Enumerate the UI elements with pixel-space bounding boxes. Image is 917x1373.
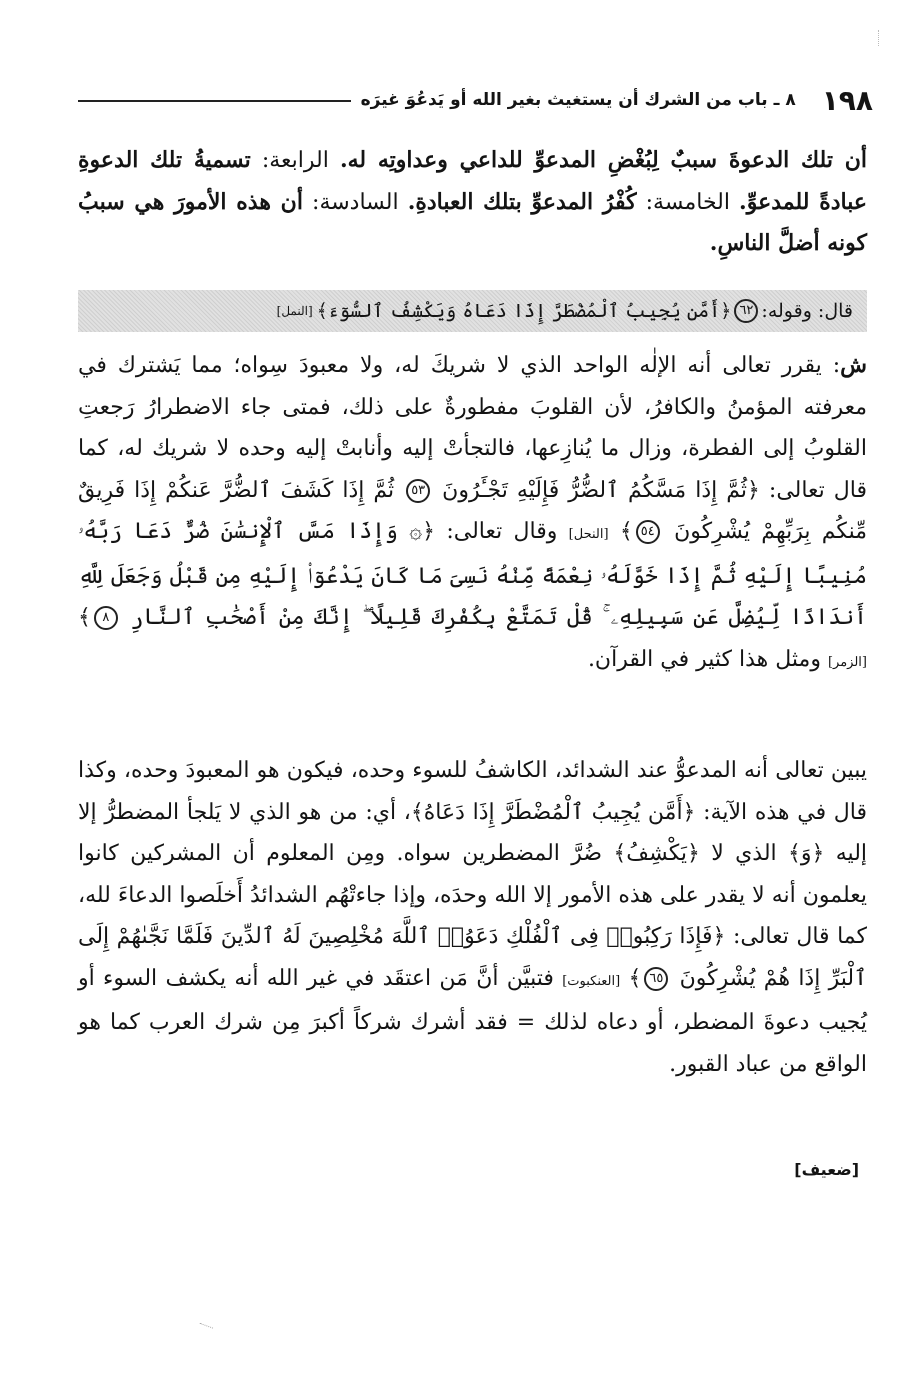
commentary-text: وقال تعالى:: [435, 519, 569, 544]
ayah-number: ٥٤: [636, 520, 660, 544]
quran-quote: ﴿ثُمَّ إِذَا مَسَّكُمُ ٱلضُّرُّ فَإِلَيْهِ تَجْـَٔرُونَ: [442, 477, 760, 503]
quran-quote: ﴿۞ وَإِذَا مَسَّ ٱلْإِنسَٰنَ ضُرٌّ دَعَا رَبَّهُۥ مُنِيبًا إِلَيْهِ ثُمَّ إِذَا خَوَّلَهُۥ نِعْمَةً مِّنْهُ نَسِىَ مَا كَانَ يَدْعُوٓا۟ إِلَيْهِ مِن قَبْلُ وَجَعَلَ لِلَّهِ أَندَادًا لِّيُضِلَّ عَن سَبِيلِهِۦ ۚ قُلْ تَمَتَّعْ بِكُفْرِكَ قَلِيلًا ۖ إِنَّكَ مِنْ أَصْحَٰبِ ٱلنَّارِ: [78, 519, 867, 630]
issue-text: كُفْرُ المدعوِّ بتلك العبادةِ.: [407, 188, 637, 215]
issue-label: السادسة:: [302, 189, 408, 215]
quran-quote: ﴿يَكْشِفُ﴾: [613, 841, 700, 866]
issue-text: أن تلك الدعوةَ سببٌ لِبُغْضِ المدعوِّ للداعي وعداوتِه له.: [339, 147, 867, 173]
hadith-grade-label: [ضعيف]: [794, 1160, 859, 1179]
matn-banner: [78, 290, 867, 332]
quran-quote: ﴿فَإِذَا رَكِبُوا۟ فِى ٱلْفُلْكِ دَعَوُا۟ ٱللَّهَ مُخْلِصِينَ لَهُ ٱلدِّينَ فَلَمَّا نَجَّىٰهُمْ إِلَى ٱلْبَرِّ إِذَا هُمْ يُشْرِكُونَ: [78, 924, 867, 991]
issue-text: أن هذه الأمورَ هي سببُ كونه أضلَّ الناسِ.: [78, 188, 867, 256]
ayah-number: ٦٢: [734, 299, 758, 323]
ayah-number: ٨: [94, 606, 118, 630]
explanation-text: فتبيَّن أنَّ مَن اعتقَد في غير الله أنه يكشف السوء أو يُجيب دعوةَ المضطر، أو دعاه لذلك = فقد أشرك شركاً أكبرَ مِن شرك العرب كما هو الواقع من عباد القبور.: [78, 965, 867, 1077]
quran-quote: ثُمَّ إِذَا كَشَفَ ٱلضُّرَّ عَنكُمْ إِذَا فَرِيقٌ مِّنكُم بِرَبِّهِمْ يُشْرِكُونَ: [78, 477, 868, 544]
surah-reference: [النمل]: [276, 304, 313, 318]
issue-label: الرابعة:: [250, 148, 340, 173]
surah-reference: [العنكبوت]: [562, 973, 621, 989]
sharh-label: ش: [840, 352, 867, 378]
matn-intro: قال: وقوله:: [761, 300, 853, 322]
quran-quote: ﴿وَ﴾: [788, 841, 825, 866]
chapter-title: ٨ ـ باب من الشرك أن يستغيث بغير الله أو يَدعُوَ غيرَه: [360, 90, 796, 110]
header-rule: [78, 100, 351, 102]
commentary-text: ومثل هذا كثير في القرآن.: [587, 646, 828, 672]
ayah-number: ٦٥: [644, 967, 668, 991]
quran-quote: ﴿أَمَّن يُجِيبُ ٱلْمُضْطَرَّ إِذَا دَعَاهُ﴾: [410, 799, 696, 825]
explanation-paragraph: يبين تعالى أنه المدعوُّ عند الشدائد، الكاشفُ للسوء وحده، فيكون هو المعبودَ وحده، وكذا قال في هذه الآية: ﴿أَمَّن يُجِيبُ ٱلْمُضْطَرَّ إِذَا دَعَاهُ﴾، أي: من هو الذي لا يَلجأ المضطرُّ إلا إليه ﴿وَ﴾ الذي لا ﴿يَكْشِفُ﴾ ضُرَّ المضطرين سواه. ومِن المعلوم أن المشركين كانوا يعلمون أنه لا يقدر على هذه الأمور إلا الله وحدَه، وإذا جاءتْهُم الشدائدُ أَخلَصوا الدعاءَ لله، كما قال تعالى: ﴿فَإِذَا رَكِبُوا۟ فِى ٱلْفُلْكِ دَعَوُا۟ ٱللَّهَ مُخْلِصِينَ لَهُ ٱلدِّينَ فَلَمَّا نَجَّىٰهُمْ إِلَى ٱلْبَرِّ إِذَا هُمْ يُشْرِكُونَ ٦٥﴾ [العنكبوت] فتبيَّن أنَّ مَن اعتقَد في غير الله أنه يكشف السوء أو يُجيب دعوةَ المضطر، أو دعاه لذلك = فقد أشرك شركاً أكبرَ مِن شرك العرب كما هو الواقع من عباد القبور.: [78, 758, 868, 1077]
matn-verse: ﴿أَمَّن يُجِيبُ ٱلْمُضْطَرَّ إِذَا دَعَاهُ وَيَكْشِفُ ٱلسُّوٓءَ﴾: [316, 300, 732, 322]
scan-speck: [197, 1323, 213, 1336]
running-head: [78, 80, 873, 120]
corner-mark: [868, 30, 879, 46]
issue-label: الخامسة:: [636, 189, 740, 215]
surah-reference: [النحل]: [568, 527, 609, 542]
explanation-text: الذي لا: [699, 841, 789, 866]
commentary-paragraph: ش: يقرر تعالى أنه الإلٰه الواحد الذي لا شريكَ له، ولا معبودَ سِواه؛ مما يَشترك في معرفته المؤمنُ والكافرُ، لأن القلوبَ مفطورةٌ على ذلك، فمتى جاء الاضطرارُ رَجعتِ القلوبُ إلى الفطرة، وزال ما يُنازِعها، فالتجأتْ إليه وأنابتْ إليه وحده لا شريك له، كما قال تعالى: ﴿ثُمَّ إِذَا مَسَّكُمُ ٱلضُّرُّ فَإِلَيْهِ تَجْـَٔرُونَ ٥٣ ثُمَّ إِذَا كَشَفَ ٱلضُّرَّ عَنكُمْ إِذَا فَرِيقٌ مِّنكُم بِرَبِّهِمْ يُشْرِكُونَ ٥٤﴾ [النحل] وقال تعالى: ﴿۞ وَإِذَا مَسَّ ٱلْإِنسَٰنَ ضُرٌّ دَعَا رَبَّهُۥ مُنِيبًا إِلَيْهِ ثُمَّ إِذَا خَوَّلَهُۥ نِعْمَةً مِّنْهُ نَسِىَ مَا كَانَ يَدْعُوٓا۟ إِلَيْهِ مِن قَبْلُ وَجَعَلَ لِلَّهِ أَندَادًا لِّيُضِلَّ عَن سَبِيلِهِۦ ۚ قُلْ تَمَتَّعْ بِكُفْرِكَ قَلِيلًا ۖ إِنَّكَ مِنْ أَصْحَٰبِ ٱلنَّارِ ٨﴾ [الزمر] ومثل هذا كثير في القرآن.: [78, 352, 868, 672]
surah-reference: [الزمر]: [827, 654, 867, 670]
explanation-text: ضُرَّ المضطرين سواه. ومِن المعلوم أن المشركين كانوا يعلمون أنه لا يقدر على هذه الأمور إلا الله وحدَه، وإذا جاءتْهُم الشدائدُ أَخلَصوا الدعاءَ لله، كما قال تعالى:: [78, 841, 867, 949]
issues-paragraph: [78, 140, 867, 265]
page-number: ١٩٨: [821, 83, 873, 117]
explanation-text: ، أي: من هو الذي لا يَلجأ المضطرُّ إلا إليه: [78, 799, 868, 866]
issue-text: تسميةُ تلك الدعوةِ عبادةً للمدعوِّ.: [78, 147, 867, 215]
commentary-text: : يقرر تعالى أنه الإلٰه الواحد الذي لا شريكَ له، ولا معبودَ سِواه؛ مما يَشترك في معرفته المؤمنُ والكافرُ، لأن القلوبَ مفطورةٌ على ذلك، فمتى جاء الاضطرارُ رَجعتِ القلوبُ إلى الفطرة، وزال ما يُنازِعها، فالتجأتْ إليه وأنابتْ إليه وحده لا شريك له، كما قال تعالى:: [78, 353, 867, 503]
explanation-text: يبين تعالى أنه المدعوُّ عند الشدائد، الكاشفُ للسوء وحده، فيكون هو المعبودَ وحده، وكذا قال في هذه الآية:: [78, 758, 867, 825]
ayah-number: ٥٣: [406, 479, 430, 503]
